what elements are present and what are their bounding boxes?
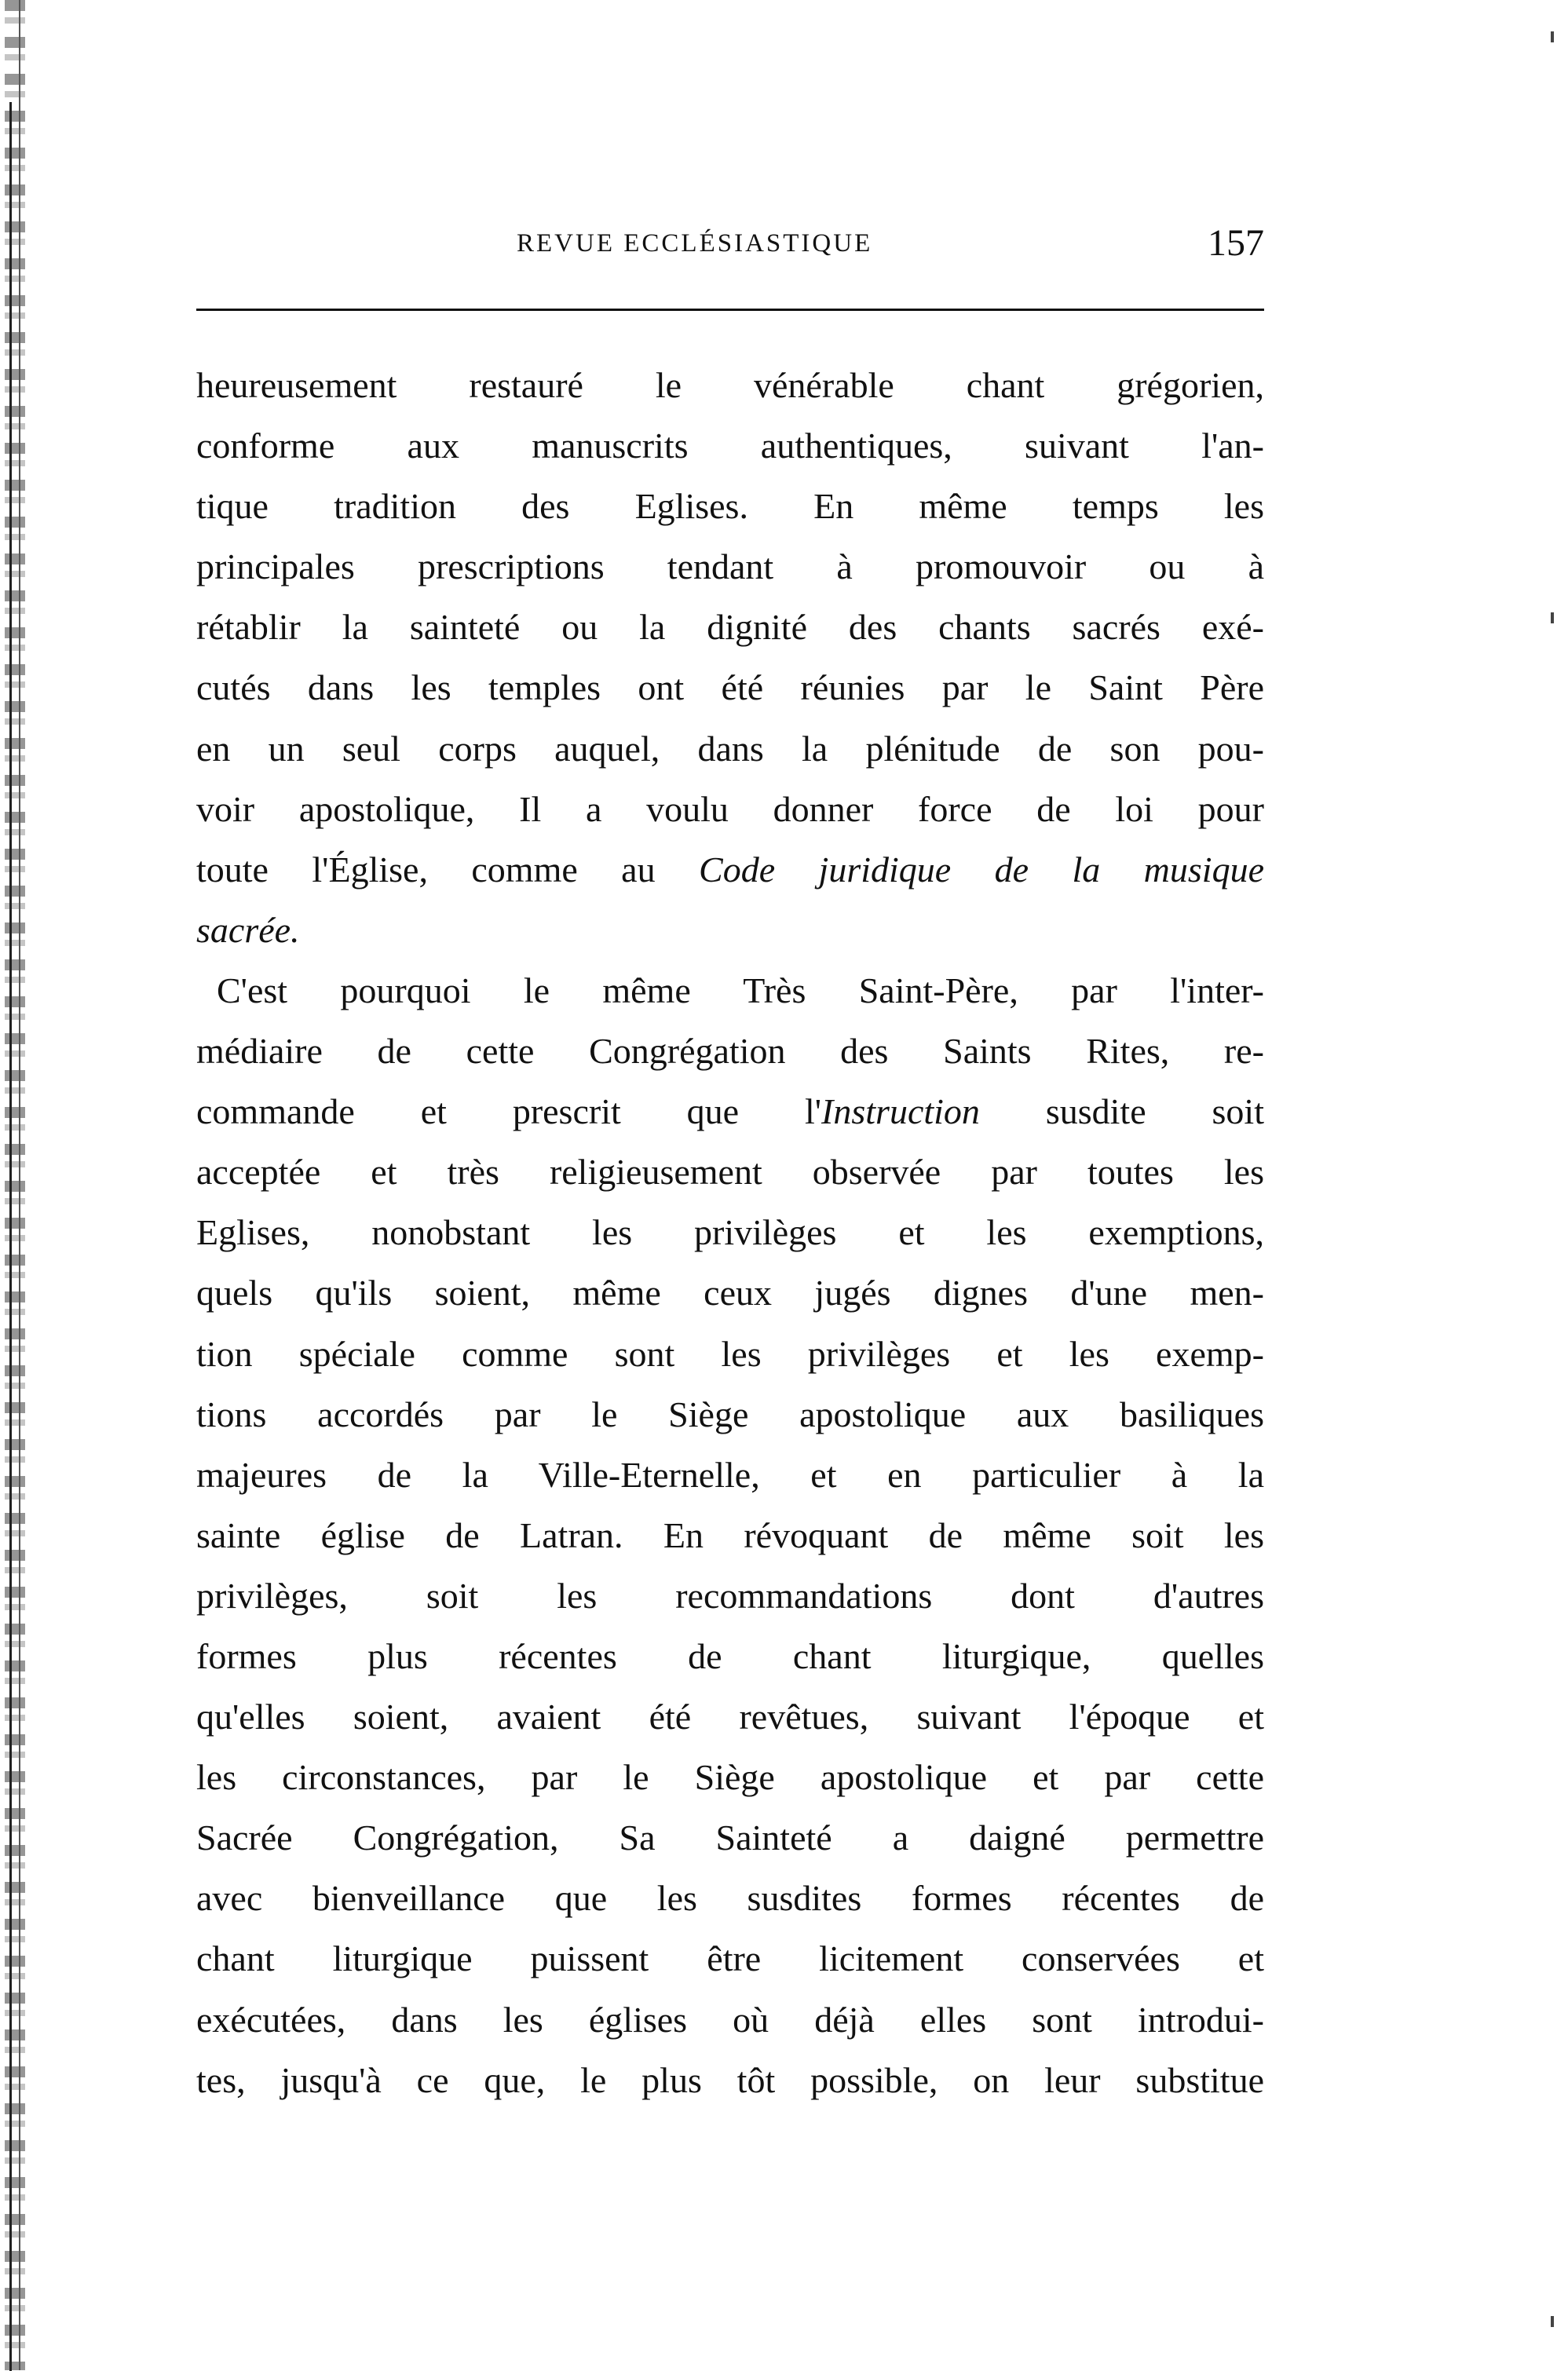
text-line: chant liturgique puissent être licitement conservées et: [196, 1938, 1264, 1979]
page-number: 157: [1208, 222, 1264, 264]
text-line: les circonstances, par le Siège apostolique et par cette: [196, 1757, 1264, 1798]
italic-title-end: sacrée.: [196, 909, 300, 950]
scan-speck: [1551, 31, 1554, 42]
text-segment: susdite soit: [979, 1091, 1264, 1132]
text-line: voir apostolique, Il a voulu donner force de loi pour: [196, 788, 1264, 829]
text-line: formes plus récentes de chant liturgique, quelles: [196, 1635, 1264, 1676]
binding-line: [9, 102, 12, 2371]
italic-term: Instruction: [821, 1091, 980, 1132]
text-line: acceptée et très religieusement observée par toutes les: [196, 1152, 1264, 1193]
text-line: Eglises, nonobstant les privilèges et les exemptions,: [196, 1212, 1264, 1253]
text-line-with-italic: [196, 1081, 1264, 1142]
text-line-italic: [196, 900, 1264, 960]
text-line: heureusement restauré le vénérable chant grégorien,: [196, 365, 1264, 405]
text-line: tions accordés par le Siège apostolique aux basiliques: [196, 1394, 1264, 1434]
paragraph-1: [196, 355, 1264, 960]
scan-speck: [1551, 2316, 1554, 2327]
text-line: tes, jusqu'à ce que, le plus tôt possible, on leur substitue: [196, 2059, 1264, 2100]
italic-title: Code juridique de la musique: [699, 849, 1264, 890]
body-text: [196, 355, 1264, 2110]
header-rule: [196, 309, 1264, 311]
text-line: en un seul corps auquel, dans la plénitude de son pou-: [196, 728, 1264, 769]
text-line: principales prescriptions tendant à promouvoir ou à: [196, 546, 1264, 587]
text-line: sainte église de Latran. En révoquant de même soit les: [196, 1514, 1264, 1555]
text-line: privilèges, soit les recommandations dont d'autres: [196, 1575, 1264, 1616]
text-segment: toute l'Église, comme au: [196, 849, 656, 890]
text-line: médiaire de cette Congrégation des Saints Rites, re-: [196, 1031, 1264, 1072]
text-line: tion spéciale comme sont les privilèges et les exemp-: [196, 1333, 1264, 1374]
running-title: REVUE ECCLÉSIASTIQUE: [517, 229, 873, 258]
page-header: [196, 221, 1264, 276]
text-line: tique tradition des Eglises. En même temps les: [196, 486, 1264, 527]
binding-line-inner: [19, 0, 20, 2370]
binding-edge-shadow: [5, 0, 25, 2370]
scan-speck: [1551, 612, 1554, 623]
paragraph-2: [196, 960, 1264, 2110]
text-line-with-italic: [196, 839, 1264, 900]
text-line: conforme aux manuscrits authentiques, suivant l'an-: [196, 426, 1264, 466]
text-line: qu'elles soient, avaient été revêtues, suivant l'époque et: [196, 1697, 1264, 1737]
text-line: rétablir la sainteté ou la dignité des chants sacrés exé-: [196, 607, 1264, 648]
text-line: C'est pourquoi le même Très Saint-Père, par l'inter-: [217, 970, 1264, 1010]
text-line: exécutées, dans les églises où déjà elles sont introdui-: [196, 1999, 1264, 2040]
text-line: majeures de la Ville-Eternelle, et en particulier à la: [196, 1454, 1264, 1495]
text-segment: commande et prescrit que l': [196, 1091, 822, 1132]
text-line: avec bienveillance que les susdites formes récentes de: [196, 1878, 1264, 1919]
text-line: Sacrée Congrégation, Sa Sainteté a daigné permettre: [196, 1818, 1264, 1858]
text-line: cutés dans les temples ont été réunies par le Saint Père: [196, 667, 1264, 708]
text-line: quels qu'ils soient, même ceux jugés dignes d'une men-: [196, 1273, 1264, 1313]
